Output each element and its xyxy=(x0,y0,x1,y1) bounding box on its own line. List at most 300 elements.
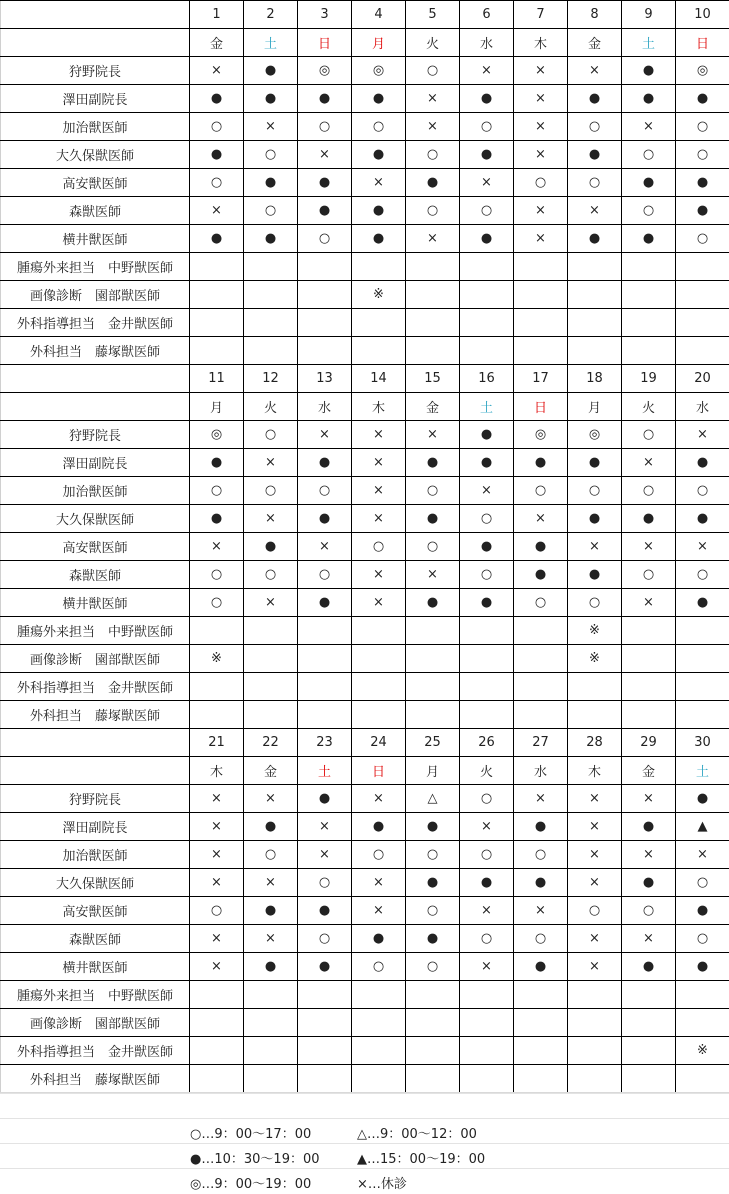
schedule-cell: × xyxy=(352,169,406,197)
schedule-cell xyxy=(298,673,352,701)
schedule-cell: ※ xyxy=(568,645,622,673)
weekday-cell: 水 xyxy=(676,393,729,421)
schedule-cell xyxy=(406,253,460,281)
schedule-cell xyxy=(460,1065,514,1093)
schedule-cell: ● xyxy=(622,953,676,981)
staff-row xyxy=(1,701,729,729)
schedule-cell xyxy=(190,1009,244,1037)
schedule-cell xyxy=(514,617,568,645)
schedule-cell: × xyxy=(514,785,568,813)
schedule-cell: ○ xyxy=(622,197,676,225)
staff-name: 画像診断 園部獣医師 xyxy=(1,1009,190,1037)
schedule-cell: ○ xyxy=(460,505,514,533)
schedule-cell xyxy=(298,309,352,337)
weekday-row-label xyxy=(1,393,190,421)
schedule-cell: ● xyxy=(406,869,460,897)
staff-name: 森獣医師 xyxy=(1,561,190,589)
schedule-cell: ● xyxy=(514,533,568,561)
schedule-cell: ○ xyxy=(244,841,298,869)
schedule-cell: ● xyxy=(676,785,729,813)
schedule-cell xyxy=(622,1037,676,1065)
schedule-cell: ○ xyxy=(244,197,298,225)
schedule-cell: × xyxy=(190,925,244,953)
weekday-cell: 月 xyxy=(406,757,460,785)
schedule-cell xyxy=(244,337,298,365)
schedule-cell: × xyxy=(406,113,460,141)
schedule-cell: ○ xyxy=(460,841,514,869)
schedule-cell: ○ xyxy=(352,113,406,141)
schedule-cell: × xyxy=(622,785,676,813)
schedule-cell: ● xyxy=(460,225,514,253)
date-row xyxy=(1,365,729,393)
schedule-cell: ○ xyxy=(568,589,622,617)
schedule-cell: ◎ xyxy=(190,421,244,449)
schedule-cell: ○ xyxy=(352,841,406,869)
legend-closed: ×…休診 xyxy=(357,1173,407,1192)
schedule-cell: × xyxy=(298,841,352,869)
schedule-cell xyxy=(460,337,514,365)
date-cell: 2 xyxy=(244,1,298,29)
schedule-cell xyxy=(298,617,352,645)
staff-row xyxy=(1,617,729,645)
schedule-cell: ○ xyxy=(460,113,514,141)
schedule-cell xyxy=(352,617,406,645)
schedule-cell xyxy=(352,645,406,673)
schedule-cell: × xyxy=(460,169,514,197)
schedule-cell xyxy=(622,701,676,729)
schedule-cell: ● xyxy=(568,85,622,113)
schedule-cell xyxy=(460,617,514,645)
schedule-cell xyxy=(352,981,406,1009)
staff-row xyxy=(1,113,729,141)
legend-divider xyxy=(0,1143,729,1144)
schedule-cell xyxy=(514,253,568,281)
schedule-cell: ● xyxy=(352,813,406,841)
schedule-cell: ○ xyxy=(676,225,729,253)
schedule-cell: ◎ xyxy=(514,421,568,449)
schedule-cell: ● xyxy=(298,505,352,533)
schedule-cell: × xyxy=(244,589,298,617)
schedule-cell: × xyxy=(352,589,406,617)
schedule-cell xyxy=(514,673,568,701)
schedule-cell xyxy=(568,337,622,365)
schedule-cell: ● xyxy=(406,169,460,197)
schedule-cell: × xyxy=(514,505,568,533)
weekday-cell: 土 xyxy=(622,29,676,57)
schedule-cell xyxy=(190,617,244,645)
schedule-cell: ● xyxy=(460,85,514,113)
schedule-cell: ● xyxy=(352,197,406,225)
staff-name: 画像診断 園部獣医師 xyxy=(1,281,190,309)
staff-row xyxy=(1,141,729,169)
schedule-cell xyxy=(622,673,676,701)
schedule-cell: × xyxy=(514,897,568,925)
date-cell: 16 xyxy=(460,365,514,393)
schedule-cell: × xyxy=(622,589,676,617)
date-cell: 6 xyxy=(460,1,514,29)
schedule-cell: ● xyxy=(514,813,568,841)
schedule-cell xyxy=(298,701,352,729)
schedule-cell: ○ xyxy=(190,561,244,589)
staff-row xyxy=(1,561,729,589)
schedule-cell: ● xyxy=(298,897,352,925)
date-cell: 28 xyxy=(568,729,622,757)
schedule-cell: × xyxy=(190,869,244,897)
schedule-cell: ○ xyxy=(460,561,514,589)
schedule-cell: ● xyxy=(406,449,460,477)
schedule-cell xyxy=(406,1009,460,1037)
weekday-cell: 日 xyxy=(352,757,406,785)
schedule-cell xyxy=(298,281,352,309)
date-cell: 3 xyxy=(298,1,352,29)
schedule-cell: ● xyxy=(190,505,244,533)
staff-row xyxy=(1,85,729,113)
schedule-cell: × xyxy=(568,953,622,981)
schedule-cell: ○ xyxy=(190,589,244,617)
schedule-cell: ○ xyxy=(622,477,676,505)
schedule-cell: ○ xyxy=(298,477,352,505)
schedule-cell xyxy=(568,1037,622,1065)
weekday-cell: 火 xyxy=(622,393,676,421)
schedule-cell: ● xyxy=(514,449,568,477)
schedule-cell: ● xyxy=(676,85,729,113)
schedule-cell xyxy=(514,1065,568,1093)
date-cell: 22 xyxy=(244,729,298,757)
staff-name: 大久保獣医師 xyxy=(1,869,190,897)
staff-row xyxy=(1,981,729,1009)
schedule-cell: ※ xyxy=(190,645,244,673)
schedule-cell: ○ xyxy=(460,925,514,953)
schedule-cell xyxy=(352,253,406,281)
schedule-cell: ○ xyxy=(406,57,460,85)
schedule-cell: ● xyxy=(244,57,298,85)
schedule-cell: × xyxy=(244,869,298,897)
schedule-cell: ○ xyxy=(352,533,406,561)
weekday-cell: 金 xyxy=(568,29,622,57)
schedule-cell: ● xyxy=(298,197,352,225)
schedule-cell xyxy=(298,253,352,281)
staff-name: 外科担当 藤塚獣医師 xyxy=(1,1065,190,1093)
legend-divider xyxy=(0,1118,729,1119)
staff-row xyxy=(1,813,729,841)
weekday-cell: 土 xyxy=(460,393,514,421)
schedule-cell: × xyxy=(514,85,568,113)
staff-name: 横井獣医師 xyxy=(1,953,190,981)
schedule-cell: × xyxy=(190,197,244,225)
schedule-cell xyxy=(406,645,460,673)
schedule-cell: ● xyxy=(406,925,460,953)
legend-divider xyxy=(0,1168,729,1169)
schedule-cell: ● xyxy=(514,869,568,897)
schedule-cell xyxy=(352,1037,406,1065)
weekday-cell: 水 xyxy=(514,757,568,785)
date-cell: 21 xyxy=(190,729,244,757)
date-cell: 12 xyxy=(244,365,298,393)
schedule-cell: ※ xyxy=(352,281,406,309)
schedule-cell: ● xyxy=(460,449,514,477)
schedule-cell: ◎ xyxy=(352,57,406,85)
staff-row xyxy=(1,841,729,869)
legend-triangle: △…9：00〜12：00 xyxy=(357,1123,477,1142)
schedule-cell: ● xyxy=(622,169,676,197)
schedule-cell xyxy=(244,309,298,337)
schedule-cell: ○ xyxy=(676,925,729,953)
schedule-cell: ○ xyxy=(244,421,298,449)
schedule-cell: × xyxy=(406,85,460,113)
schedule-cell: ● xyxy=(298,785,352,813)
schedule-cell: ○ xyxy=(568,113,622,141)
schedule-cell: × xyxy=(622,925,676,953)
schedule-cell: ● xyxy=(622,225,676,253)
schedule-cell xyxy=(676,281,729,309)
schedule-cell: × xyxy=(460,897,514,925)
schedule-cell: ○ xyxy=(568,897,622,925)
legend-double-circle: ◎…9：00〜19：00 xyxy=(190,1173,311,1192)
schedule-cell: × xyxy=(352,449,406,477)
schedule-cell: × xyxy=(352,477,406,505)
schedule-cell: ○ xyxy=(352,953,406,981)
schedule-cell: ● xyxy=(298,85,352,113)
legend-filled-circle: ●…10：30〜19：00 xyxy=(190,1148,320,1167)
schedule-cell: × xyxy=(298,421,352,449)
schedule-cell: × xyxy=(514,225,568,253)
schedule-cell: ○ xyxy=(298,869,352,897)
schedule-cell xyxy=(622,253,676,281)
schedule-cell: × xyxy=(622,113,676,141)
staff-name: 腫瘍外来担当 中野獣医師 xyxy=(1,253,190,281)
schedule-cell xyxy=(190,1037,244,1065)
schedule-cell xyxy=(190,309,244,337)
schedule-cell xyxy=(460,253,514,281)
schedule-cell: × xyxy=(190,785,244,813)
schedule-cell: × xyxy=(244,785,298,813)
schedule-cell: ● xyxy=(676,197,729,225)
schedule-cell: ○ xyxy=(676,869,729,897)
weekday-cell: 木 xyxy=(352,393,406,421)
schedule-cell: ○ xyxy=(460,785,514,813)
weekday-cell: 金 xyxy=(406,393,460,421)
schedule-cell xyxy=(244,1009,298,1037)
schedule-cell xyxy=(676,337,729,365)
schedule-cell: ● xyxy=(622,85,676,113)
schedule-cell: × xyxy=(622,449,676,477)
date-row-label xyxy=(1,365,190,393)
staff-name: 高安獣医師 xyxy=(1,897,190,925)
date-row xyxy=(1,729,729,757)
schedule-cell xyxy=(352,309,406,337)
schedule-cell: ○ xyxy=(514,169,568,197)
staff-row xyxy=(1,57,729,85)
schedule-cell: ● xyxy=(244,225,298,253)
weekday-cell: 月 xyxy=(190,393,244,421)
weekday-cell: 火 xyxy=(406,29,460,57)
date-cell: 14 xyxy=(352,365,406,393)
schedule-cell: ● xyxy=(352,925,406,953)
schedule-cell: × xyxy=(676,421,729,449)
schedule-cell: × xyxy=(460,953,514,981)
date-row-label xyxy=(1,1,190,29)
schedule-cell: × xyxy=(514,197,568,225)
weekday-cell: 日 xyxy=(514,393,568,421)
schedule-cell xyxy=(622,617,676,645)
schedule-cell: ● xyxy=(622,869,676,897)
schedule-cell xyxy=(622,1009,676,1037)
staff-name: 外科担当 藤塚獣医師 xyxy=(1,337,190,365)
schedule-cell: × xyxy=(460,57,514,85)
staff-name: 澤田副院長 xyxy=(1,813,190,841)
schedule-cell xyxy=(460,645,514,673)
staff-row xyxy=(1,1009,729,1037)
schedule-cell xyxy=(676,617,729,645)
schedule-cell: ○ xyxy=(190,169,244,197)
schedule-cell: ○ xyxy=(568,169,622,197)
schedule-cell xyxy=(514,701,568,729)
schedule-cell xyxy=(406,981,460,1009)
schedule-cell xyxy=(460,1037,514,1065)
schedule-cell: ※ xyxy=(676,1037,729,1065)
schedule-cell xyxy=(514,1009,568,1037)
schedule-cell xyxy=(244,1065,298,1093)
schedule-cell: ○ xyxy=(190,113,244,141)
weekday-cell: 水 xyxy=(460,29,514,57)
schedule-cell xyxy=(406,1037,460,1065)
weekday-row-label xyxy=(1,757,190,785)
schedule-cell xyxy=(244,645,298,673)
legend-circle: ○…9：00〜17：00 xyxy=(190,1123,311,1142)
schedule-cell: × xyxy=(352,869,406,897)
schedule-cell xyxy=(244,701,298,729)
schedule-cell xyxy=(676,701,729,729)
schedule-cell: × xyxy=(190,57,244,85)
schedule-cell xyxy=(352,337,406,365)
staff-row xyxy=(1,449,729,477)
schedule-cell xyxy=(460,673,514,701)
schedule-cell: ● xyxy=(460,869,514,897)
schedule-cell: × xyxy=(406,421,460,449)
staff-name: 澤田副院長 xyxy=(1,449,190,477)
schedule-cell xyxy=(190,701,244,729)
staff-row xyxy=(1,281,729,309)
schedule-cell: × xyxy=(298,141,352,169)
staff-row xyxy=(1,897,729,925)
staff-row xyxy=(1,197,729,225)
staff-row xyxy=(1,309,729,337)
schedule-cell: ○ xyxy=(244,477,298,505)
schedule-cell: × xyxy=(622,533,676,561)
staff-name: 森獣医師 xyxy=(1,197,190,225)
schedule-cell: × xyxy=(568,841,622,869)
schedule-cell xyxy=(298,645,352,673)
schedule-cell: ● xyxy=(568,561,622,589)
weekday-cell: 月 xyxy=(568,393,622,421)
date-cell: 25 xyxy=(406,729,460,757)
schedule-cell xyxy=(406,281,460,309)
staff-row xyxy=(1,925,729,953)
staff-row xyxy=(1,337,729,365)
schedule-cell xyxy=(514,981,568,1009)
schedule-cell: × xyxy=(352,505,406,533)
schedule-cell: × xyxy=(460,813,514,841)
schedule-cell: × xyxy=(514,141,568,169)
weekday-cell: 木 xyxy=(514,29,568,57)
schedule-cell: ○ xyxy=(406,953,460,981)
schedule-cell: ○ xyxy=(406,841,460,869)
staff-name: 画像診断 園部獣医師 xyxy=(1,645,190,673)
schedule-cell: ○ xyxy=(514,841,568,869)
schedule-cell xyxy=(622,645,676,673)
schedule-cell xyxy=(406,701,460,729)
schedule-cell: × xyxy=(352,561,406,589)
staff-row xyxy=(1,253,729,281)
schedule-cell xyxy=(514,645,568,673)
staff-name: 加治獣医師 xyxy=(1,113,190,141)
schedule-cell: ● xyxy=(676,589,729,617)
schedule-cell: × xyxy=(568,57,622,85)
schedule-cell: × xyxy=(298,813,352,841)
staff-row xyxy=(1,785,729,813)
schedule-cell: ○ xyxy=(298,925,352,953)
date-cell: 7 xyxy=(514,1,568,29)
schedule-cell: ○ xyxy=(676,477,729,505)
date-row-label xyxy=(1,729,190,757)
schedule-cell xyxy=(460,281,514,309)
staff-row xyxy=(1,169,729,197)
weekday-cell: 月 xyxy=(352,29,406,57)
schedule-cell: ● xyxy=(190,225,244,253)
schedule-cell: × xyxy=(298,533,352,561)
staff-name: 高安獣医師 xyxy=(1,169,190,197)
schedule-cell xyxy=(190,673,244,701)
date-cell: 5 xyxy=(406,1,460,29)
schedule-cell: × xyxy=(352,897,406,925)
schedule-cell: × xyxy=(514,113,568,141)
schedule-cell: × xyxy=(568,533,622,561)
schedule-cell xyxy=(676,309,729,337)
schedule-cell: ○ xyxy=(406,897,460,925)
schedule-cell: × xyxy=(244,113,298,141)
staff-name: 横井獣医師 xyxy=(1,225,190,253)
schedule-cell: × xyxy=(244,505,298,533)
schedule-cell: ● xyxy=(244,169,298,197)
schedule-cell xyxy=(298,1037,352,1065)
weekday-row xyxy=(1,393,729,421)
schedule-cell: ● xyxy=(352,141,406,169)
schedule-cell: ○ xyxy=(298,225,352,253)
staff-name: 狩野院長 xyxy=(1,57,190,85)
staff-row xyxy=(1,225,729,253)
schedule-cell: × xyxy=(190,813,244,841)
weekday-cell: 土 xyxy=(298,757,352,785)
schedule-cell xyxy=(514,1037,568,1065)
schedule-cell: ● xyxy=(622,505,676,533)
date-cell: 8 xyxy=(568,1,622,29)
schedule-cell: ● xyxy=(514,561,568,589)
schedule-cell: ○ xyxy=(676,561,729,589)
staff-row xyxy=(1,421,729,449)
staff-row xyxy=(1,869,729,897)
schedule-cell: ○ xyxy=(244,561,298,589)
schedule-cell: ● xyxy=(676,505,729,533)
weekday-cell: 木 xyxy=(568,757,622,785)
schedule-cell: ● xyxy=(460,421,514,449)
date-cell: 20 xyxy=(676,365,729,393)
schedule-cell: × xyxy=(568,869,622,897)
schedule-cell: ○ xyxy=(568,477,622,505)
schedule-cell xyxy=(190,253,244,281)
schedule-cell: ○ xyxy=(622,897,676,925)
schedule-cell xyxy=(190,337,244,365)
schedule-cell xyxy=(298,1065,352,1093)
